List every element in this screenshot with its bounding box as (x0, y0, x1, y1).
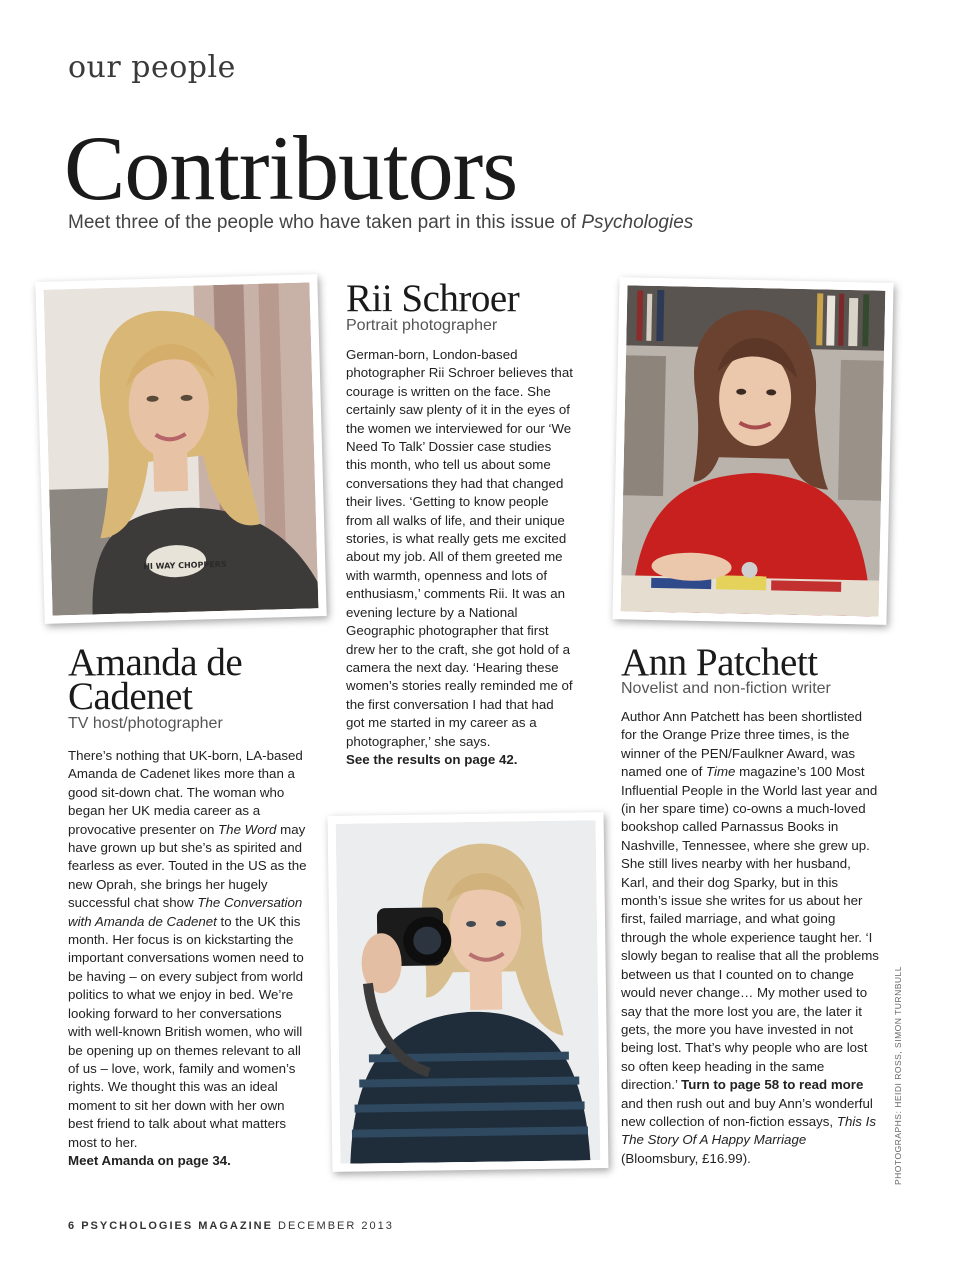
photo-credit: PHOTOGRAPHS: HEIDI ROSS, SIMON TURNBULL (893, 966, 903, 1185)
amanda-name-line1: Amanda de (68, 641, 243, 684)
ann-bio-part2: magazine’s 100 Most Influential People in the World last year and (in her spare time) co-owns a much-loved bookshop called Parnassus Books in Nashville, Tennessee, where she grew up. She still lives nearby with her husband, Karl, and their dog Sparky, but in this month’s issue she writes for us about her first, failed marriage, and what going through the whole experience taught her. ‘I slowly began to realise that all the problems between us that I counted on to change would never change… My mother used to say that the more lost you are, the later it gets, the more you have invested in not being lost. That’s why people who are lost so often keep heading in the same direction.’ (621, 764, 879, 1093)
amanda-chat-show-title: The Conversation with Amanda de Cadenet (68, 895, 303, 929)
page-footer (68, 1220, 394, 1232)
rii-name: Rii Schroer (346, 277, 520, 320)
ann-portrait-image (621, 285, 886, 616)
ann-bio-part3: and then rush out and buy Ann’s wonderful new collection of non-fiction essays, (621, 1095, 873, 1129)
amanda-tshirt-text: HI WAY CHOPPERS (143, 559, 227, 572)
ann-role: Novelist and non-fiction writer (621, 680, 831, 697)
amanda-bio-part3: to the UK this month. Her focus is on kickstarting the important conversations women need to be having – on every subject from world politics to what we enjoy in bed. We’re looking forward to her conversations with well-known British women, who will be opening up on themes relevant to all of us – love, work, family and women’s rights. We thought this was an ideal moment to sit her down with her own best friend to talk about what matters most to her. (68, 913, 304, 1150)
amanda-name (68, 641, 243, 718)
amanda-bio (68, 747, 308, 1170)
ann-bio (621, 708, 879, 1168)
amanda-show-title: The Word (218, 821, 277, 837)
amanda-bio-part2: may have grown up but she’s as spirited and fearless as ever. Touted in the US as the new Oprah, she brings her hugely successful chat show (68, 821, 307, 911)
ann-bio-part4: (Bloomsbury, £16.99). (621, 1150, 751, 1166)
rii-portrait-image (336, 820, 601, 1164)
rii-photo (328, 812, 609, 1172)
amanda-role: TV host/photographer (68, 715, 223, 732)
ann-bio-text (621, 708, 879, 1168)
section-label: our people (68, 50, 236, 85)
rii-bio-text: German-born, London-based photographer Rii Schroer believes that courage is written on the face. She certainly saw plenty of it in the eyes of the women we interviewed for our ‘We Need To Talk’ Dossier case studies this month, who tell us about some conversations they had that changed their lives. ‘Getting to know people from all walks of life, and their unique stories, is what really gets me excited about my job. All of them greeted me with warmth, openness and lots of enthusiasm,’ comments Rii. It was an evening lecture by a National Geographic photographer that first drew her to the craft, she got hold of a camera the next day. ‘Hearing these women’s stories really reminded me of the first conversation I had that had got me started in my career as a photographer,’ she says. (346, 347, 573, 749)
amanda-page-reference: Meet Amanda on page 34. (68, 1152, 231, 1168)
rii-page-reference: See the results on page 42. (346, 751, 518, 767)
ann-name: Ann Patchett (621, 641, 818, 684)
subtitle-magazine: Psychologies (581, 212, 694, 233)
ann-book-title: This Is The Story Of A Happy Marriage (621, 1113, 876, 1148)
ann-magazine-title: Time (706, 764, 736, 780)
page-subtitle (68, 212, 693, 234)
page-title: Contributors (64, 117, 518, 219)
rii-role: Portrait photographer (346, 317, 498, 334)
amanda-portrait-image (44, 282, 319, 615)
magazine-name: PSYCHOLOGIES MAGAZINE (81, 1220, 273, 1232)
amanda-bio-part1: There’s nothing that UK-born, LA-based Amanda de Cadenet likes more than a good sit-down chat. The woman who began her UK media career as a provocative presenter on (68, 748, 303, 837)
ann-page-reference: Turn to page 58 to read more (681, 1077, 864, 1093)
page-number: 6 (68, 1220, 77, 1232)
amanda-bio-text (68, 747, 308, 1152)
subtitle-text: Meet three of the people who have taken part in this issue of (68, 212, 582, 233)
ann-photo (612, 277, 893, 625)
rii-bio (346, 346, 574, 769)
issue-date: DECEMBER 2013 (278, 1220, 394, 1232)
amanda-photo (35, 274, 326, 624)
amanda-name-line2: Cadenet (68, 675, 193, 718)
ann-bio-part1: Author Ann Patchett has been shortlisted for the Orange Prize three times, is the winner of the PEN/Faulkner Award, was named one of (621, 709, 862, 780)
